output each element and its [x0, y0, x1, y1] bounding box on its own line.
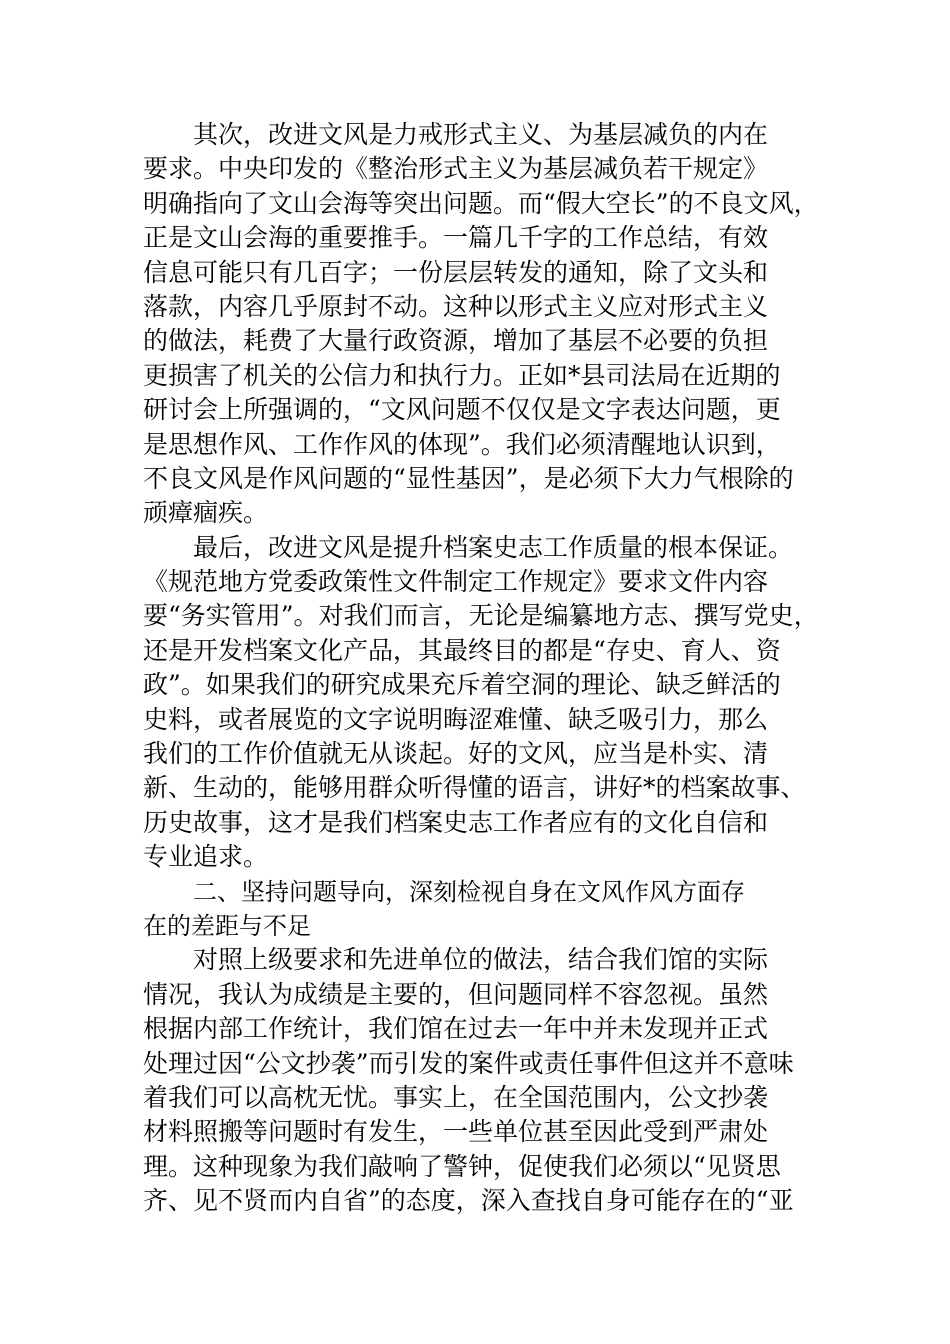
document-body	[143, 118, 833, 1219]
text-line: 齐、见不贤而内自省”的态度，深入查找自身可能存在的“亚	[143, 1186, 794, 1216]
text-line: 是思想作风、工作作风的体现”。我们必须清醒地认识到，	[143, 429, 781, 459]
paragraph-3	[143, 943, 833, 1218]
text-line: 信息可能只有几百字；一份层层转发的通知，除了文头和	[143, 257, 769, 287]
text-line: 政”。如果我们的研究成果充斥着空洞的理论、缺乏鲜活的	[143, 670, 781, 700]
text-line: 还是开发档案文化产品，其最终目的都是“存史、育人、资	[143, 635, 781, 665]
heading-line: 二、坚持问题导向，深刻检视自身在文风作风方面存	[193, 877, 745, 906]
section-heading	[143, 875, 833, 944]
text-line: 更损害了机关的公信力和执行力。正如*县司法局在近期的	[143, 360, 781, 390]
text-line: 落款，内容几乎原封不动。这种以形式主义应对形式主义	[143, 291, 769, 321]
paragraph-2	[143, 531, 833, 875]
text-line: 的做法，耗费了大量行政资源，增加了基层不必要的负担	[143, 326, 769, 356]
text-line: 新、生动的，能够用群众听得懂的语言，讲好*的档案故事、	[143, 773, 806, 803]
text-line: 《规范地方党委政策性文件制定工作规定》要求文件内容	[143, 567, 769, 597]
text-line: 史料，或者展览的文字说明晦涩难懂、缺乏吸引力，那么	[143, 704, 769, 734]
text-line: 我们的工作价值就无从谈起。好的文风，应当是朴实、清	[143, 739, 769, 769]
text-line: 正是文山会海的重要推手。一篇几千字的工作总结，有效	[143, 223, 769, 253]
text-line: 处理过因“公文抄袭”而引发的案件或责任事件但这并不意味	[143, 1048, 794, 1078]
text-line: 明确指向了文山会海等突出问题。而“假大空长”的不良文风，	[143, 188, 819, 218]
text-line: 要“务实管用”。对我们而言，无论是编纂地方志、撰写党史，	[143, 601, 819, 631]
text-line: 对照上级要求和先进单位的做法，结合我们馆的实际	[193, 945, 769, 975]
text-line: 要求。中央印发的《整治形式主义为基层减负若干规定》	[143, 154, 769, 184]
text-line: 根据内部工作统计，我们馆在过去一年中并未发现并正式	[143, 1014, 769, 1044]
text-line: 着我们可以高枕无忧。事实上，在全国范围内，公文抄袭	[143, 1082, 769, 1112]
heading-line: 在的差距与不足	[143, 911, 311, 940]
text-line: 历史故事，这才是我们档案史志工作者应有的文化自信和	[143, 807, 769, 837]
text-line: 不良文风是作风问题的“显性基因”，是必须下大力气根除的	[143, 463, 794, 493]
text-line: 最后，改进文风是提升档案史志工作质量的根本保证。	[193, 532, 794, 562]
text-line: 研讨会上所强调的，“文风问题不仅仅是文字表达问题，更	[143, 395, 781, 425]
text-line: 其次，改进文风是力戒形式主义、为基层减负的内在	[193, 120, 769, 149]
paragraph-1	[143, 118, 833, 531]
text-line: 材料照搬等问题时有发生，一些单位甚至因此受到严肃处	[143, 1117, 769, 1147]
text-line: 情况，我认为成绩是主要的，但问题同样不容忽视。虽然	[143, 979, 769, 1009]
text-line: 顽瘴痼疾。	[143, 498, 269, 528]
text-line: 专业追求。	[143, 842, 269, 872]
text-line: 理。这种现象为我们敲响了警钟，促使我们必须以“见贤思	[143, 1151, 781, 1181]
